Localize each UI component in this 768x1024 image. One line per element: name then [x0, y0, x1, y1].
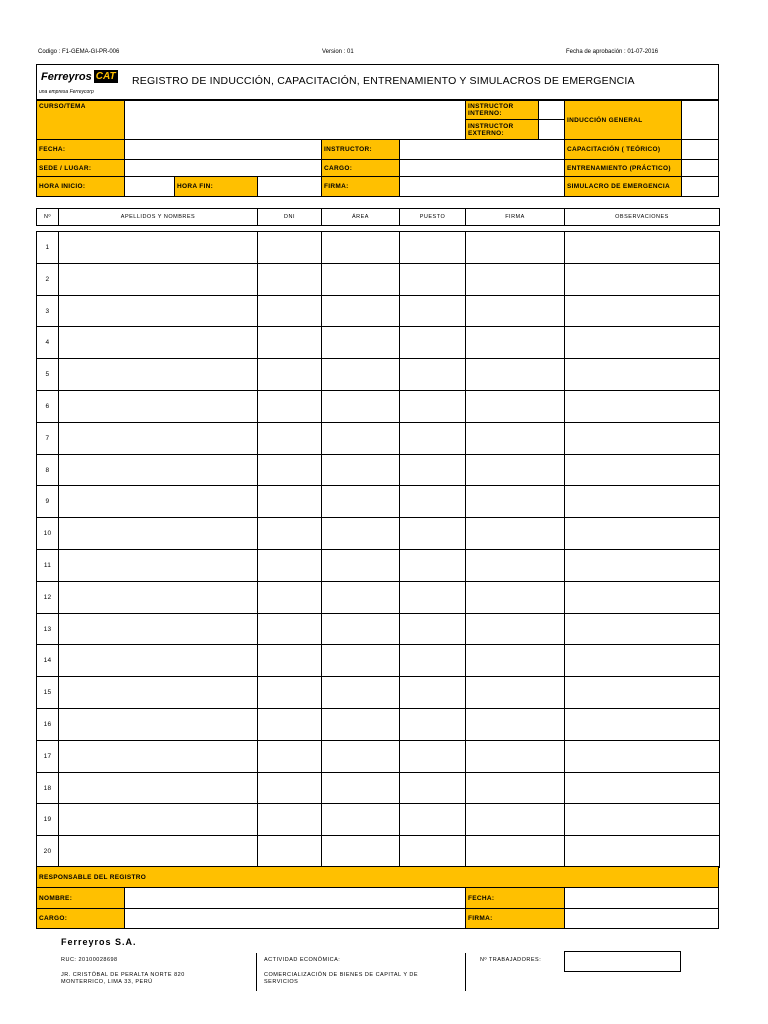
cell-apellidos[interactable] [58, 263, 258, 296]
fecha-field[interactable] [124, 139, 322, 160]
sede-label: SEDE / LUGAR: [36, 159, 125, 177]
cell-firma[interactable] [465, 549, 565, 582]
cell-apellidos[interactable] [58, 295, 258, 327]
row-number: 16 [36, 708, 59, 741]
footer-workers-label: Nº TRABAJADORES: [480, 957, 542, 963]
cell-apellidos[interactable] [58, 740, 258, 773]
cell-dni[interactable] [257, 358, 322, 391]
cell-dni[interactable] [257, 676, 322, 709]
title-block [36, 64, 719, 100]
cell-dni[interactable] [257, 835, 322, 868]
cell-observaciones[interactable] [564, 549, 720, 582]
cell-apellidos[interactable] [58, 708, 258, 741]
cell-apellidos[interactable] [58, 517, 258, 550]
firma-label: FIRMA: [321, 176, 400, 197]
cell-observaciones[interactable] [564, 326, 720, 359]
col-header-apellidos: APELLIDOS Y NOMBRES [58, 208, 258, 226]
cell-puesto[interactable] [399, 803, 466, 836]
cell-firma[interactable] [465, 485, 565, 518]
row-number: 8 [36, 454, 59, 486]
cell-apellidos[interactable] [58, 454, 258, 486]
cell-dni[interactable] [257, 708, 322, 741]
cell-observaciones[interactable] [564, 390, 720, 423]
cell-dni[interactable] [257, 803, 322, 836]
cell-apellidos[interactable] [58, 390, 258, 423]
curso-label: CURSO/TEMA [36, 100, 125, 140]
cell-area[interactable] [321, 358, 400, 391]
col-header-firma: FIRMA [465, 208, 565, 226]
col-header-numero: Nº [36, 208, 59, 226]
cell-firma[interactable] [465, 740, 565, 773]
cell-area[interactable] [321, 263, 400, 296]
cell-observaciones[interactable] [564, 358, 720, 391]
cell-puesto[interactable] [399, 231, 466, 264]
cell-firma[interactable] [465, 422, 565, 455]
cell-observaciones[interactable] [564, 835, 720, 868]
footer-divider-2 [465, 953, 466, 991]
footer-ruc: RUC: 20100028698 [61, 957, 118, 963]
cell-area[interactable] [321, 485, 400, 518]
row-number: 5 [36, 358, 59, 391]
cell-area[interactable] [321, 708, 400, 741]
cell-puesto[interactable] [399, 644, 466, 677]
cell-firma[interactable] [465, 517, 565, 550]
ferreyros-wordmark: Ferreyros [41, 70, 92, 83]
instructor-label: INSTRUCTOR: [321, 139, 400, 160]
cell-firma[interactable] [465, 676, 565, 709]
cell-apellidos[interactable] [58, 644, 258, 677]
cell-area[interactable] [321, 644, 400, 677]
cell-area[interactable] [321, 613, 400, 645]
page-title: REGISTRO DE INDUCCIÓN, CAPACITACIÓN, ENTRENAMIENTO Y SIMULACROS DE EMERGENCIA [132, 75, 635, 87]
cell-observaciones[interactable] [564, 644, 720, 677]
cell-observaciones[interactable] [564, 295, 720, 327]
row-number: 6 [36, 390, 59, 423]
row-number: 20 [36, 835, 59, 868]
brand-tagline: una empresa Ferreycorp [39, 89, 94, 95]
row-number: 15 [36, 676, 59, 709]
cell-firma[interactable] [465, 708, 565, 741]
row-number: 4 [36, 326, 59, 359]
row-number: 9 [36, 485, 59, 518]
cell-dni[interactable] [257, 390, 322, 423]
responsable-firma-field[interactable] [564, 908, 719, 929]
cell-dni[interactable] [257, 295, 322, 327]
cell-dni[interactable] [257, 581, 322, 614]
cell-observaciones[interactable] [564, 485, 720, 518]
footer-activity-label: ACTIVIDAD ECONÓMICA: [264, 957, 341, 963]
cell-puesto[interactable] [399, 454, 466, 486]
instructor-field[interactable] [399, 139, 565, 160]
cell-dni[interactable] [257, 485, 322, 518]
brand-logo [41, 70, 118, 83]
cargo-label: CARGO: [321, 159, 400, 177]
cell-firma[interactable] [465, 358, 565, 391]
cell-apellidos[interactable] [58, 613, 258, 645]
cell-dni[interactable] [257, 772, 322, 804]
cell-observaciones[interactable] [564, 581, 720, 614]
footer-company: Ferreyros S.A. [61, 937, 137, 947]
cell-area[interactable] [321, 517, 400, 550]
cat-logo: CAT [95, 71, 116, 82]
cell-firma[interactable] [465, 263, 565, 296]
cell-observaciones[interactable] [564, 803, 720, 836]
cell-area[interactable] [321, 835, 400, 868]
cell-puesto[interactable] [399, 581, 466, 614]
hora-fin-label: HORA FIN: [174, 176, 258, 197]
cell-observaciones[interactable] [564, 772, 720, 804]
instructor-externo-label: INSTRUCTOR EXTERNO: [465, 119, 539, 140]
responsable-nombre-label: NOMBRE: [36, 887, 125, 909]
cell-area[interactable] [321, 676, 400, 709]
cell-dni[interactable] [257, 326, 322, 359]
cell-firma[interactable] [465, 581, 565, 614]
cell-apellidos[interactable] [58, 422, 258, 455]
cell-puesto[interactable] [399, 326, 466, 359]
cell-puesto[interactable] [399, 517, 466, 550]
cell-apellidos[interactable] [58, 326, 258, 359]
cell-observaciones[interactable] [564, 263, 720, 296]
cell-puesto[interactable] [399, 422, 466, 455]
row-number: 2 [36, 263, 59, 296]
cell-dni[interactable] [257, 613, 322, 645]
cell-firma[interactable] [465, 390, 565, 423]
cell-puesto[interactable] [399, 740, 466, 773]
simulacro-label: SIMULACRO DE EMERGENCIA [564, 176, 682, 197]
col-header-area: ÁREA [321, 208, 400, 226]
cell-observaciones[interactable] [564, 422, 720, 455]
cell-apellidos[interactable] [58, 485, 258, 518]
row-number: 3 [36, 295, 59, 327]
cell-area[interactable] [321, 295, 400, 327]
cell-puesto[interactable] [399, 676, 466, 709]
cell-apellidos[interactable] [58, 835, 258, 868]
entrenamiento-label: ENTRENAMIENTO (PRÁCTICO) [564, 159, 682, 177]
cell-area[interactable] [321, 581, 400, 614]
cell-dni[interactable] [257, 454, 322, 486]
footer-workers-field[interactable] [564, 951, 681, 972]
cell-apellidos[interactable] [58, 772, 258, 804]
induccion-checkbox[interactable] [681, 100, 719, 140]
instructor-divider [538, 119, 565, 120]
cell-area[interactable] [321, 326, 400, 359]
capacitacion-checkbox[interactable] [681, 139, 719, 160]
cell-firma[interactable] [465, 772, 565, 804]
simulacro-checkbox[interactable] [681, 176, 719, 197]
cell-puesto[interactable] [399, 835, 466, 868]
fecha-label: FECHA: [36, 139, 125, 160]
instructor-check-field[interactable] [538, 100, 565, 140]
approval-date: Fecha de aprobación : 01-07-2016 [566, 49, 659, 55]
row-number: 18 [36, 772, 59, 804]
cell-area[interactable] [321, 390, 400, 423]
row-number: 13 [36, 613, 59, 645]
cell-puesto[interactable] [399, 358, 466, 391]
cell-observaciones[interactable] [564, 740, 720, 773]
cell-puesto[interactable] [399, 613, 466, 645]
cell-dni[interactable] [257, 644, 322, 677]
cell-observaciones[interactable] [564, 708, 720, 741]
cell-apellidos[interactable] [58, 358, 258, 391]
cell-firma[interactable] [465, 454, 565, 486]
responsable-firma-label: FIRMA: [465, 908, 565, 929]
form-code: Codigo : F1-GEMA-GI-PR-006 [38, 49, 120, 55]
cell-puesto[interactable] [399, 708, 466, 741]
row-number: 1 [36, 231, 59, 264]
cell-observaciones[interactable] [564, 676, 720, 709]
cell-firma[interactable] [465, 231, 565, 264]
responsable-nombre-field[interactable] [124, 887, 466, 909]
col-header-observaciones: OBSERVACIONES [564, 208, 720, 226]
responsable-fecha-label: FECHA: [465, 887, 565, 909]
cell-apellidos[interactable] [58, 231, 258, 264]
cell-area[interactable] [321, 454, 400, 486]
row-number: 12 [36, 581, 59, 614]
cell-dni[interactable] [257, 231, 322, 264]
row-number: 19 [36, 803, 59, 836]
induccion-label: INDUCCIÓN GENERAL [564, 100, 682, 140]
form-version: Version : 01 [322, 49, 354, 55]
cell-puesto[interactable] [399, 263, 466, 296]
cell-dni[interactable] [257, 549, 322, 582]
cell-firma[interactable] [465, 803, 565, 836]
cell-observaciones[interactable] [564, 454, 720, 486]
cell-area[interactable] [321, 772, 400, 804]
row-number: 17 [36, 740, 59, 773]
responsable-cargo-field[interactable] [124, 908, 466, 929]
cell-firma[interactable] [465, 644, 565, 677]
cell-observaciones[interactable] [564, 517, 720, 550]
row-number: 14 [36, 644, 59, 677]
row-number: 11 [36, 549, 59, 582]
col-header-dni: DNI [257, 208, 322, 226]
cell-apellidos[interactable] [58, 581, 258, 614]
responsable-fecha-field[interactable] [564, 887, 719, 909]
cell-observaciones[interactable] [564, 231, 720, 264]
cell-puesto[interactable] [399, 549, 466, 582]
cell-area[interactable] [321, 549, 400, 582]
capacitacion-label: CAPACITACIÓN ( TEÓRICO) [564, 139, 682, 160]
cargo-field[interactable] [399, 159, 565, 177]
cell-apellidos[interactable] [58, 549, 258, 582]
cell-firma[interactable] [465, 613, 565, 645]
cell-dni[interactable] [257, 517, 322, 550]
cell-firma[interactable] [465, 835, 565, 868]
cell-area[interactable] [321, 422, 400, 455]
hora-fin-field[interactable] [257, 176, 322, 197]
curso-field[interactable] [124, 100, 466, 140]
firma-field[interactable] [399, 176, 565, 197]
col-header-puesto: PUESTO [399, 208, 466, 226]
cell-observaciones[interactable] [564, 613, 720, 645]
hora-inicio-label: HORA INICIO: [36, 176, 125, 197]
cell-firma[interactable] [465, 326, 565, 359]
entrenamiento-checkbox[interactable] [681, 159, 719, 177]
instructor-interno-label: INSTRUCTOR INTERNO: [465, 100, 539, 120]
cell-area[interactable] [321, 803, 400, 836]
footer-address: JR. CRISTÓBAL DE PERALTA NORTE 820 MONTERRICO, LIMA 33, PERÚ [61, 972, 185, 985]
cell-puesto[interactable] [399, 772, 466, 804]
footer-activity: COMERCIALIZACIÓN DE BIENES DE CAPITAL Y DE SERVICIOS [264, 972, 419, 985]
sede-field[interactable] [124, 159, 322, 177]
cell-apellidos[interactable] [58, 676, 258, 709]
responsable-title: RESPONSABLE DEL REGISTRO [36, 866, 719, 888]
cell-apellidos[interactable] [58, 803, 258, 836]
cell-puesto[interactable] [399, 295, 466, 327]
cell-puesto[interactable] [399, 390, 466, 423]
cell-area[interactable] [321, 231, 400, 264]
hora-inicio-field[interactable] [124, 176, 175, 197]
cell-puesto[interactable] [399, 485, 466, 518]
cell-dni[interactable] [257, 422, 322, 455]
row-number: 7 [36, 422, 59, 455]
cell-dni[interactable] [257, 740, 322, 773]
cell-firma[interactable] [465, 295, 565, 327]
row-number: 10 [36, 517, 59, 550]
footer-divider-1 [256, 953, 257, 991]
responsable-cargo-label: CARGO: [36, 908, 125, 929]
cell-dni[interactable] [257, 263, 322, 296]
cell-area[interactable] [321, 740, 400, 773]
